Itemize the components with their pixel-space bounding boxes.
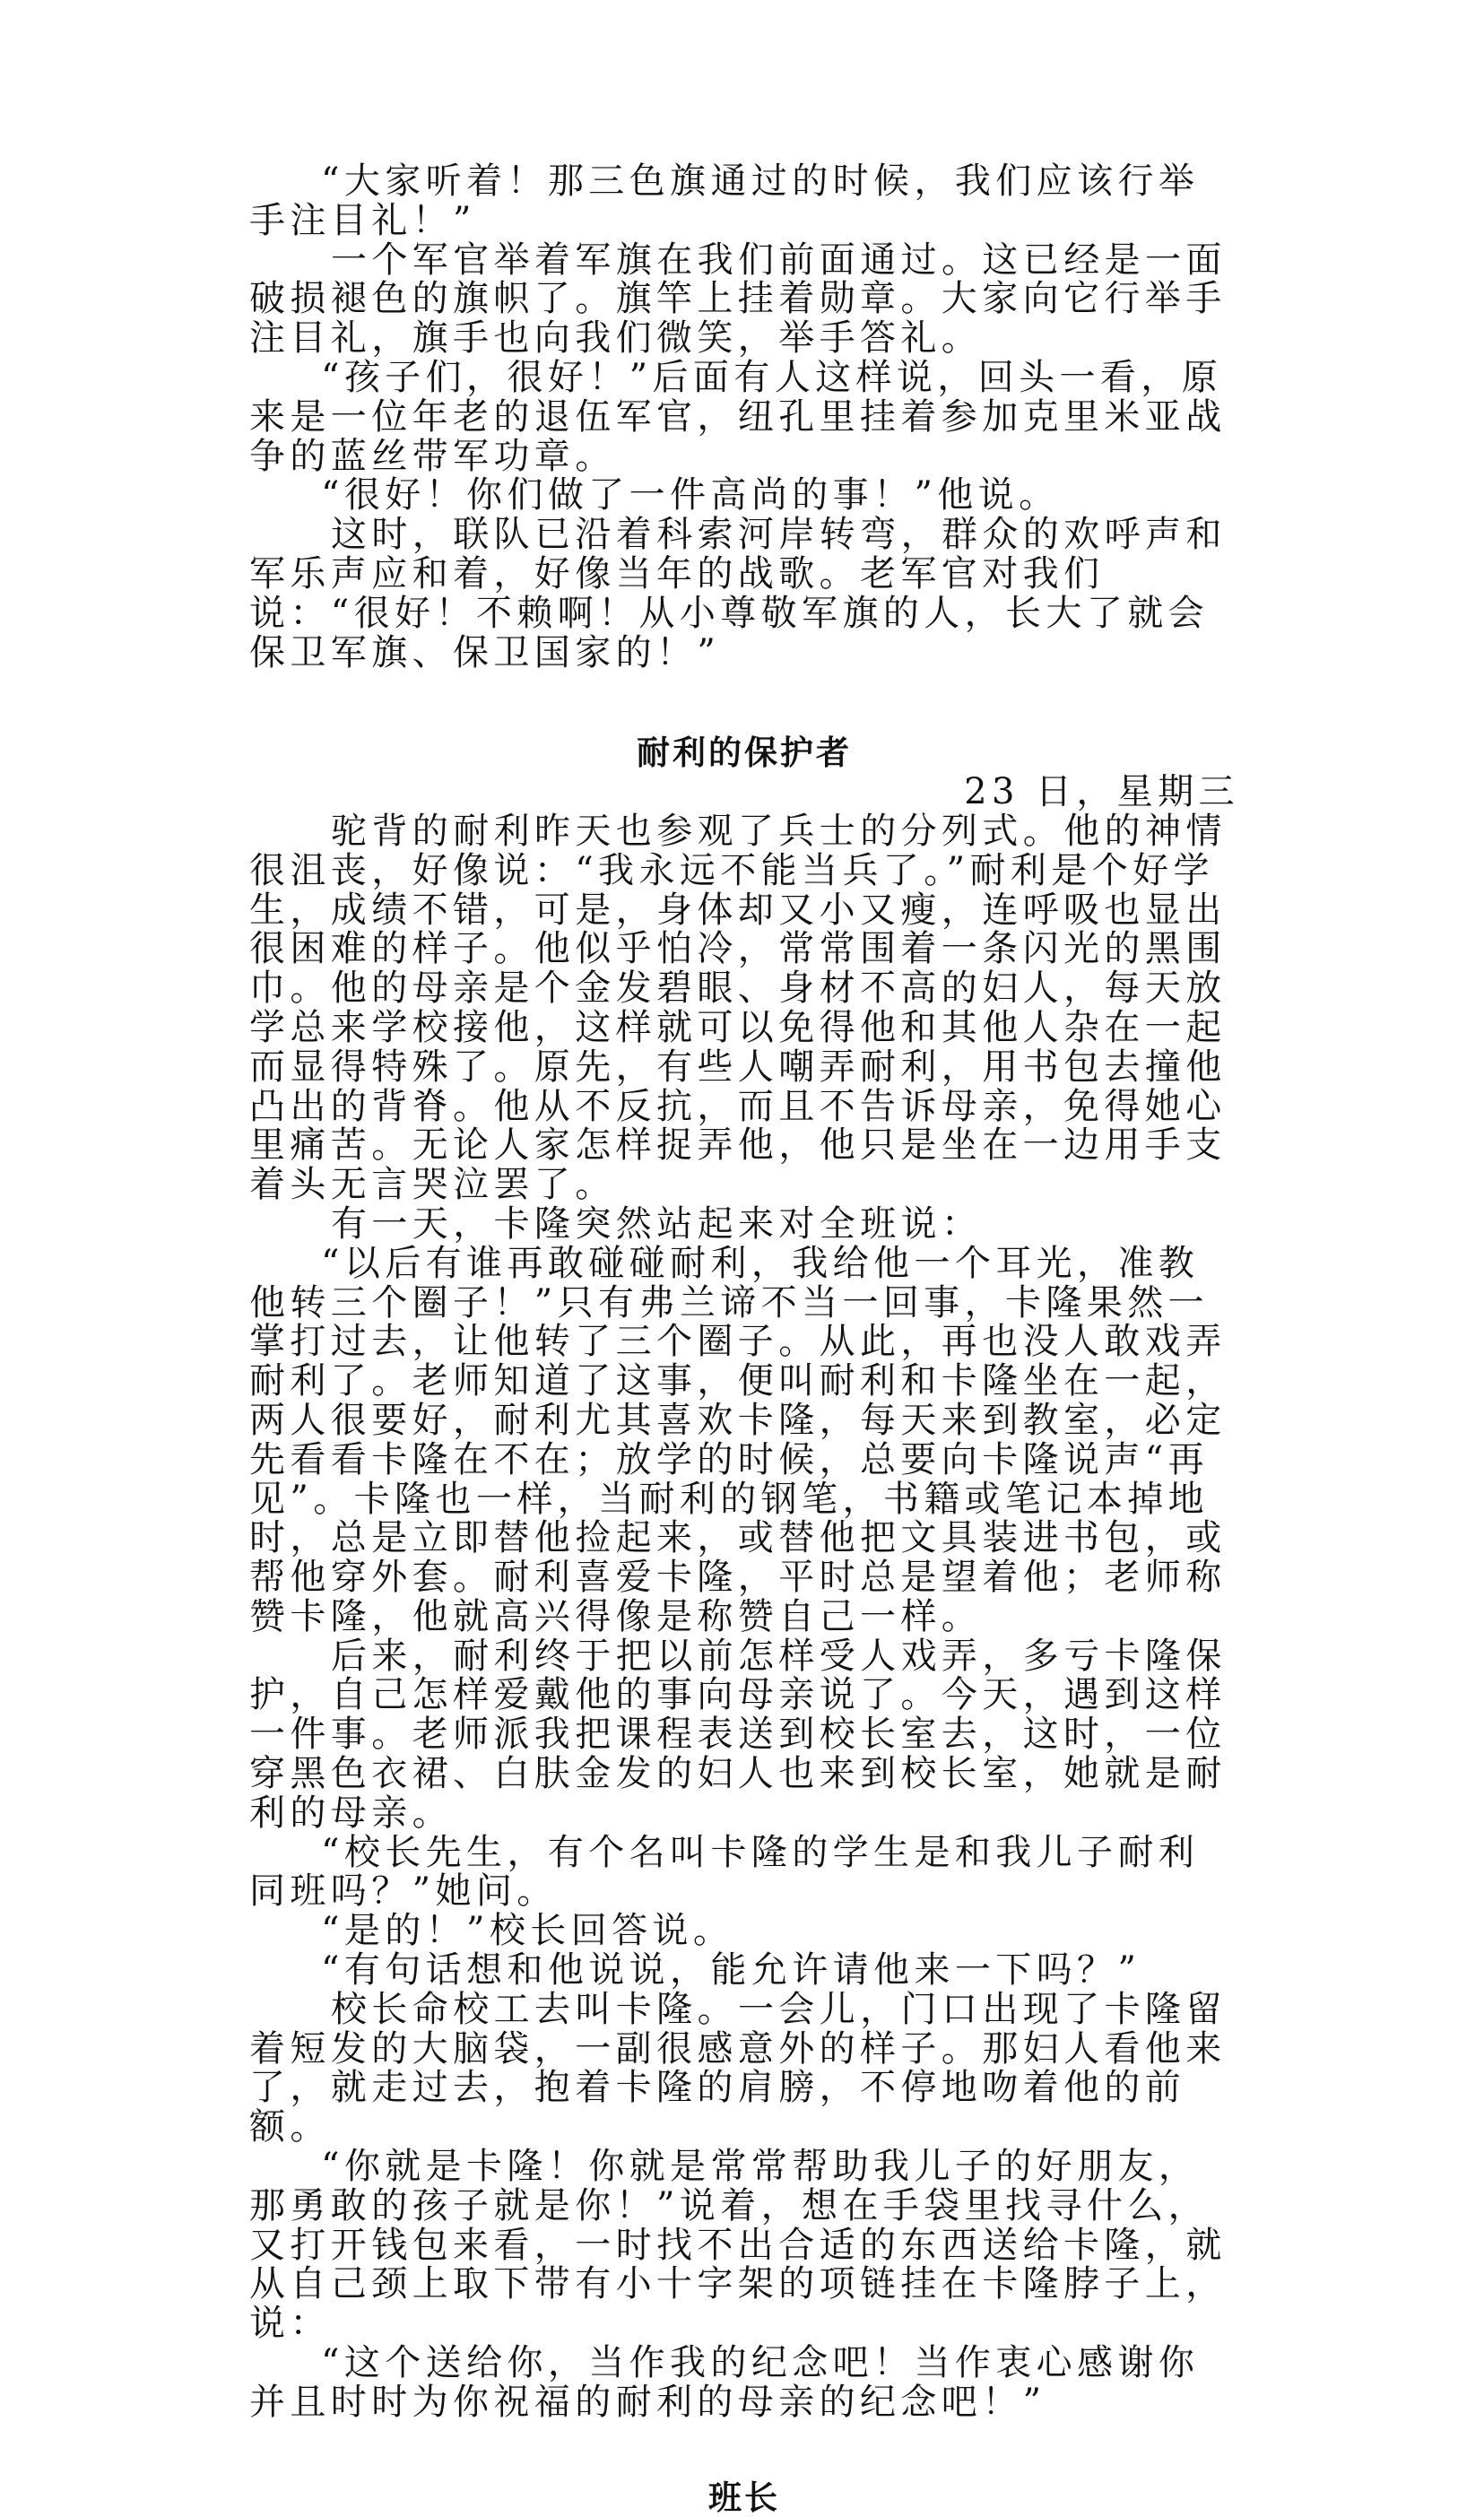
section-title: 班长 — [708, 2478, 780, 2517]
document-page — [249, 162, 1239, 2517]
paragraph: “以后有谁再敢碰碰耐利，我给他一个耳光，准教他转三个圈子！”只有弗兰谛不当一回事，卡隆果然一掌打过去，让他转了三个圈子。从此，再也没人敢戏弄耐利了。老师知道了这事，便叫耐利和卡隆坐在一起，两人很要好，耐利尤其喜欢卡隆，每天来到教室，必定先看看卡隆在不在；放学的时候，总要向卡隆说声“再见”。卡隆也一样，当耐利的钢笔，书籍或笔记本掉地时，总是立即替他捡起来，或替他把文具装进书包，或帮他穿外套。耐利喜爱卡隆，平时总是望着他；老师称赞卡隆，他就高兴得像是称赞自己一样。 — [249, 1242, 1227, 1637]
paragraph: 校长命校工去叫卡隆。一会儿，门口出现了卡隆留着短发的大脑袋，一副很感意外的样子。那妇人看他来了，就走过去，抱着卡隆的肩膀，不停地吻着他的前额。 — [249, 1988, 1227, 2148]
paragraph: “校长先生，有个名叫卡隆的学生是和我儿子耐利同班吗？”她问。 — [249, 1831, 1200, 1913]
section-gap — [249, 673, 1239, 733]
paragraph: “有句话想和他说说，能允许请他来一下吗？” — [321, 1949, 1141, 1992]
paragraph: “孩子们，很好！”后面有人这样说，回头一看，原来是一位年老的退伍军官，纽孔里挂着参加克里米亚战争的蓝丝带军功章。 — [249, 356, 1227, 477]
paragraph: 驼背的耐利昨天也参观了兵士的分列式。他的神情很沮丧，好像说：“我永远不能当兵了。”耐利是个好学生，成绩不错，可是，身体却又小又瘦，连呼吸也显出很困难的样子。他似乎怕冷，常常围着一条闪光的黑围巾。他的母亲是个金发碧眼、身材不高的妇人，每天放学总来学校接他，这样就可以免得他和其他人杂在一起而显得特殊了。原先，有些人嘲弄耐利，用书包去撞他凸出的背脊。他从不反抗，而且不告诉母亲，免得她心里痛苦。无论人家怎样捉弄他，他只是坐在一边用手支着头无言哭泣罢了。 — [249, 810, 1227, 1206]
paragraph: “很好！你们做了一件高尚的事！”他说。 — [321, 474, 1060, 516]
paragraph: 一个军官举着军旗在我们前面通过。这已经是一面破损褪色的旗帜了。旗竿上挂着勋章。大家向它行举手注目礼，旗手也向我们微笑，举手答礼。 — [249, 239, 1227, 360]
paragraph: 后来，耐利终于把以前怎样受人戏弄，多亏卡隆保护，自己怎样爱戴他的事向母亲说了。今天，遇到这样一件事。老师派我把课程表送到校长室去，这时，一位穿黑色衣裙、白肤金发的妇人也来到校长室，她就是耐利的母亲。 — [249, 1635, 1227, 1834]
paragraph: “你就是卡隆！你就是常常帮助我儿子的好朋友，那勇敢的孩子就是你！”说着，想在手袋里找寻什么，又打开钱包来看，一时找不出合适的东西送给卡隆，就从自己颈上取下带有小十字架的项链挂在卡隆脖子上，说： — [249, 2146, 1227, 2345]
paragraph: “这个送给你，当作我的纪念吧！当作衷心感谢你并且时时为你祝福的耐利的母亲的纪念吧！” — [249, 2342, 1200, 2423]
section-title: 耐利的保护者 — [637, 733, 852, 773]
section-gap — [249, 2423, 1239, 2478]
paragraph: 有一天，卡隆突然站起来对全班说： — [331, 1202, 983, 1245]
paragraph: “大家听着！那三色旗通过的时候，我们应该行举手注目礼！” — [249, 161, 1200, 241]
entry-date: 23 日，星期三 — [964, 771, 1239, 813]
paragraph: “是的！”校长回答说。 — [321, 1910, 734, 1952]
paragraph: 这时，联队已沿着科索河岸转弯，群众的欢呼声和军乐声应和着，好像当年的战歌。老军官对我们说：“很好！不赖啊！从小尊敬军旗的人，长大了就会保卫军旗、保卫国家的！” — [249, 514, 1227, 673]
